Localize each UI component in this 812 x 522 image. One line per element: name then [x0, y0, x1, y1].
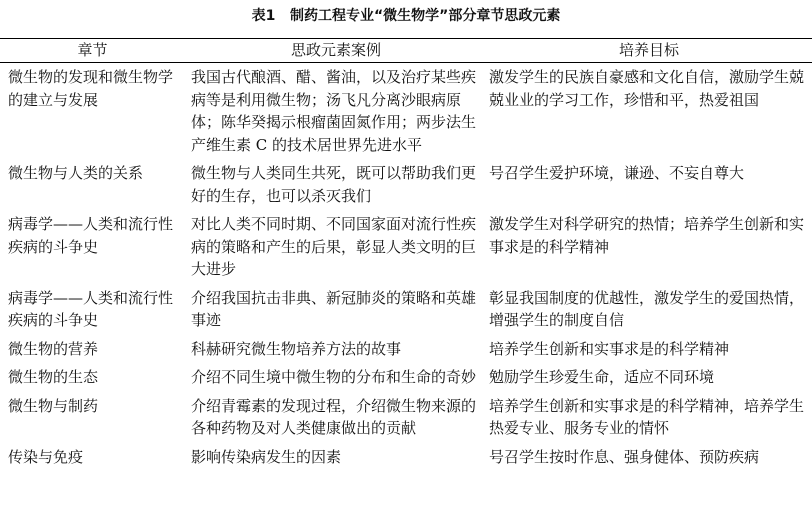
cell-goal: 彰显我国制度的优越性，激发学生的爱国热情，增强学生的制度自信 — [489, 288, 805, 329]
header-chapter: 章节 — [77, 41, 108, 59]
cell-chapter: 微生物与制药 — [8, 396, 99, 415]
cell-chapter: 微生物的生态 — [8, 368, 99, 386]
table-row — [0, 395, 812, 446]
table-caption: 表1 制药工程专业“微生物学”部分章节思政元素 — [251, 8, 561, 24]
cell-case: 我国古代酿酒、醋、酱油，以及治疗某些疾病等是利用微生物；汤飞凡分离沙眼病原体；陈华癸揭示根瘤菌固氮作用；两步法生产维生素 C 的技术居世界先进水平 — [191, 68, 477, 154]
cell-case: 介绍不同生境中微生物的分布和生命的奇妙 — [191, 368, 477, 386]
table-body — [0, 66, 812, 474]
cell-case: 对比人类不同时期、不同国家面对流行性疾病的策略和产生的后果，彰显人类文明的巨大进步 — [191, 215, 477, 278]
table-row — [0, 446, 812, 475]
cell-goal: 培养学生创新和实事求是的科学精神，培养学生热爱专业、服务专业的情怀 — [489, 396, 805, 437]
table-row — [0, 366, 812, 395]
header-case: 思政元素案例 — [290, 41, 381, 59]
cell-chapter: 微生物与人类的关系 — [8, 164, 144, 182]
cell-goal: 号召学生按时作息、强身健体、预防疾病 — [489, 447, 760, 466]
table-row — [0, 213, 812, 287]
cell-case: 介绍我国抗击非典、新冠肺炎的策略和英雄事迹 — [191, 288, 477, 329]
table-row — [0, 162, 812, 213]
cell-goal: 激发学生的民族自豪感和文化自信，激励学生兢兢业业的学习工作，珍惜和平，热爱祖国 — [489, 68, 805, 109]
table-row — [0, 338, 812, 367]
cell-chapter: 病毒学——人类和流行性疾病的斗争史 — [8, 215, 174, 256]
cell-case: 微生物与人类同生共死，既可以帮助我们更好的生存，也可以杀灭我们 — [191, 164, 477, 205]
cell-case: 介绍青霉素的发现过程，介绍微生物来源的各种药物及对人类健康做出的贡献 — [191, 396, 477, 437]
table-header — [0, 39, 812, 62]
cell-chapter: 病毒学——人类和流行性疾病的斗争史 — [8, 288, 174, 329]
table-row — [0, 287, 812, 338]
cell-chapter: 微生物的营养 — [8, 339, 99, 358]
cell-chapter: 微生物的发现和微生物学的建立与发展 — [8, 68, 174, 109]
cell-case: 科赫研究微生物培养方法的故事 — [191, 339, 402, 358]
table-row — [0, 66, 812, 162]
cell-goal: 号召学生爱护环境，谦逊、不妄自尊大 — [489, 164, 745, 182]
cell-case: 影响传染病发生的因素 — [191, 447, 342, 466]
cell-goal: 培养学生创新和实事求是的科学精神 — [489, 339, 730, 358]
header-goal: 培养目标 — [618, 41, 679, 59]
cell-goal: 激发学生对科学研究的热情；培养学生创新和实事求是的科学精神 — [489, 215, 805, 256]
cell-goal: 勉励学生珍爱生命，适应不同环境 — [489, 368, 715, 386]
table-header-rule — [0, 62, 812, 63]
cell-chapter: 传染与免疫 — [8, 447, 84, 466]
